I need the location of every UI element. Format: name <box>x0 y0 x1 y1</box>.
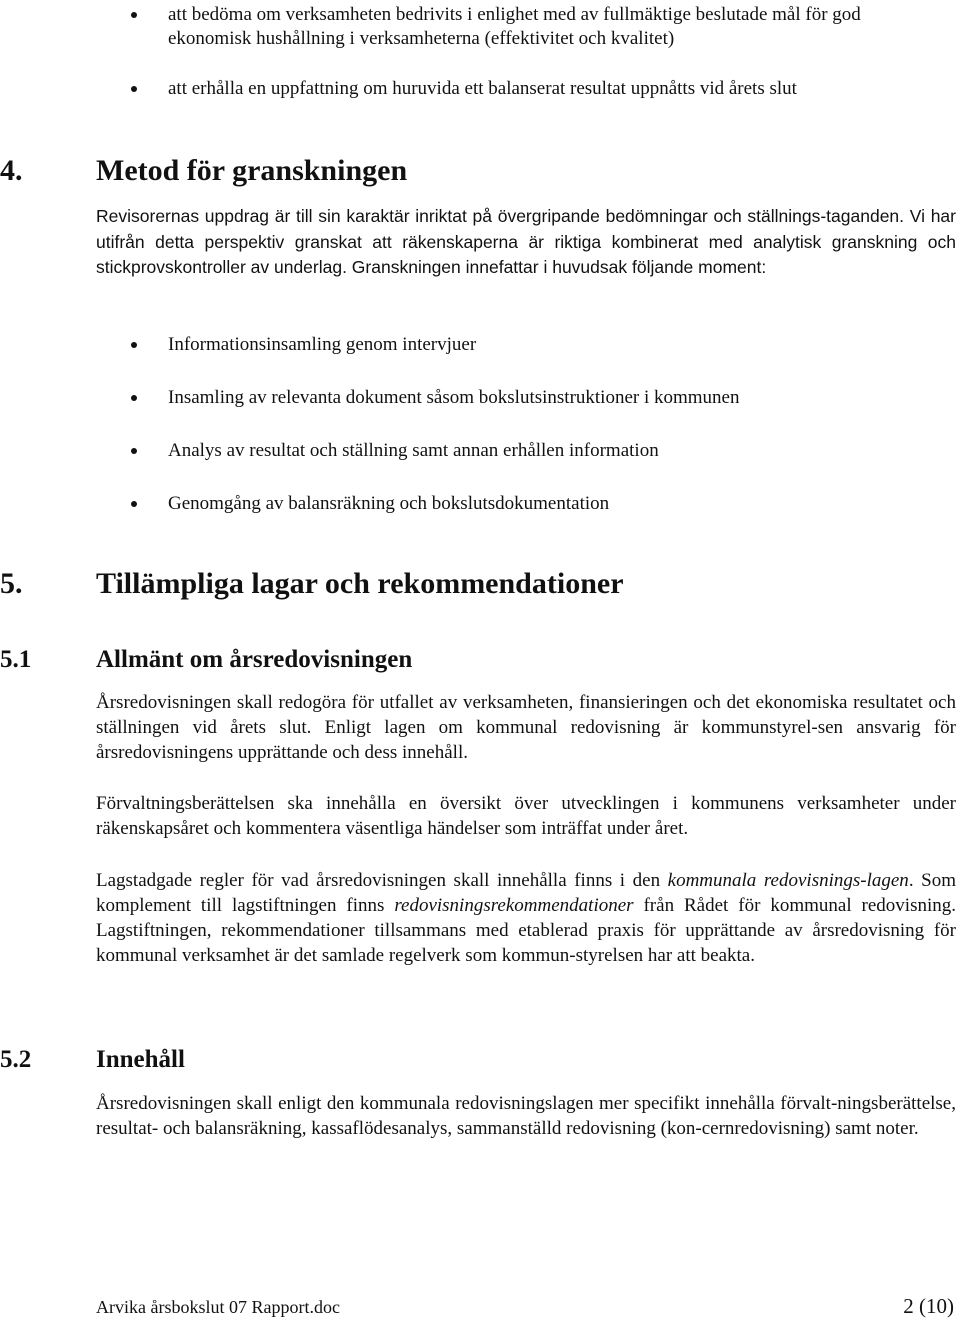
emphasis-law-name: kommunala redovisnings-lagen <box>667 870 909 891</box>
bullet-text: Informationsinsamling genom intervjuer <box>168 334 477 355</box>
list-item <box>0 333 960 357</box>
section-number: 4. <box>0 154 23 187</box>
list-item <box>0 77 960 101</box>
bullet-text: Insamling av relevanta dokument såsom bokslutsinstruktioner i kommunen <box>168 387 740 408</box>
text-run: . Som komplement till lagstiftningen finns <box>96 870 956 916</box>
bullet-icon <box>131 86 137 92</box>
bullet-text: att bedöma om verksamheten bedrivits i enlighet med av fullmäktige beslutade mål för god ekonomisk hushållning i verksamheterna (effektivitet och kvalitet) <box>168 4 861 49</box>
bullet-icon <box>131 12 137 18</box>
text-run: Lagstadgade regler för vad årsredovisningen skall innehålla finns i den <box>96 870 668 891</box>
bullet-icon <box>131 342 137 348</box>
bullet-text: Analys av resultat och ställning samt annan erhållen information <box>168 440 659 461</box>
section-title: Tillämpliga lagar och rekommendationer <box>96 567 624 600</box>
bullet-icon <box>131 395 137 401</box>
footer-page-number: 2 (10) <box>903 1294 954 1318</box>
text-run: från Rådet för kommunal redovisning. Lagstiftningen, rekommendationer tillsammans med etablerad praxis för upprättande av årsredovisning för kommunal verksamhet är det samlade regelverk som kommun-styrelsen har att beakta. <box>96 895 957 966</box>
section-title: Metod för granskningen <box>96 154 408 187</box>
footer-document-name: Arvika årsbokslut 07 Rapport.doc <box>96 1297 340 1317</box>
section-number: 5. <box>0 567 23 600</box>
bullet-icon <box>131 448 137 454</box>
section-title: Allmänt om årsredovisningen <box>96 646 413 673</box>
section-5-2-paragraph: Årsredovisningen skall enligt den kommunala redovisningslagen mer specifikt innehålla förvalt-ningsberättelse, resultat- och balansräkning, kassaflödesanalys, sammanställd redovisning (kon-cernredovisning) samt noter. <box>96 1093 956 1139</box>
list-item <box>0 492 960 516</box>
section-4-paragraph: Revisorernas uppdrag är till sin karaktär inriktat på övergripande bedömningar och ställnings-taganden. Vi har utifrån detta perspektiv granskat att räkenskaperna är riktiga kombinerat med analytisk granskning och stickprovskontroller av underlag. Granskningen innefattar i huvudsak följande moment: <box>96 206 956 277</box>
emphasis-recommendations: redovisningsrekommendationer <box>394 895 634 916</box>
section-5-1-paragraph-1: Årsredovisningen skall redogöra för utfallet av verksamheten, finansieringen och det ekonomiska resultatet och ställningen vid årets slut. Enligt lagen om kommunal redovisning är kommunstyrel-sen ansvarig för årsredovisningens upprättande och dess innehåll. <box>96 692 956 763</box>
top-bullet-list <box>0 3 960 53</box>
list-item <box>0 439 960 463</box>
bullet-text: att erhålla en uppfattning om huruvida ett balanserat resultat uppnåtts vid årets slut <box>168 78 797 99</box>
bullet-text: Genomgång av balansräkning och bokslutsdokumentation <box>168 493 610 514</box>
bullet-icon <box>131 501 137 507</box>
method-bullet-list <box>0 333 960 516</box>
section-number: 5.1 <box>0 646 32 673</box>
list-item <box>0 3 960 53</box>
section-title: Innehåll <box>96 1046 185 1073</box>
section-5-1-paragraph-3 <box>96 868 956 968</box>
section-number: 5.2 <box>0 1046 32 1073</box>
section-5-1-paragraph-2: Förvaltningsberättelsen ska innehålla en översikt över utvecklingen i kommunens verksamheter under räkenskapsåret och kommentera väsentliga händelser som inträffat under året. <box>96 793 956 839</box>
top-bullet-list-2 <box>0 77 960 101</box>
list-item <box>0 386 960 410</box>
